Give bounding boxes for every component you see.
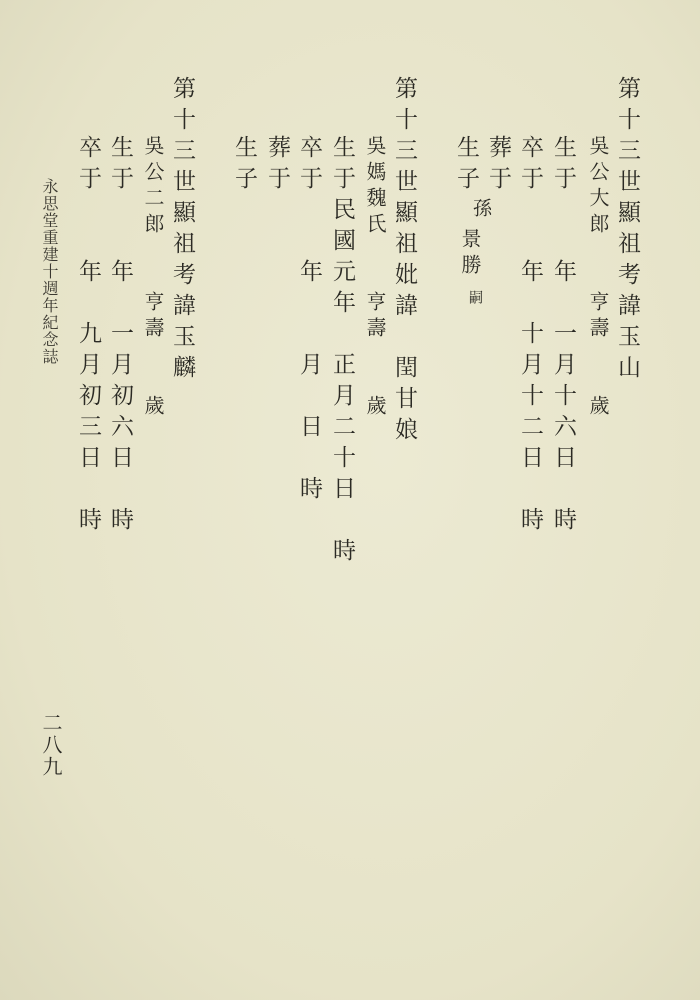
section-1-heir: 景勝 — [458, 228, 482, 280]
section-2-birth: 生于民國元年 正月二十日 時 — [329, 135, 355, 569]
section-2-death: 卒于 年 月 日 時 — [296, 135, 322, 507]
section-2-heading: 第十三世顯祖妣諱 閏甘娘 — [391, 76, 417, 448]
section-1-heir-mark: 孫 — [470, 198, 492, 221]
section-3-heading: 第十三世顯祖考諱玉麟 — [169, 76, 195, 386]
section-1-death: 卒于 年 十月十二日 時 — [517, 135, 543, 538]
section-3-birth: 生于 年 一月初六日 時 — [107, 135, 133, 538]
section-1-name: 吳公大郎 亨壽 歲 — [586, 135, 610, 421]
section-1-descendants: 生子 — [453, 135, 479, 197]
section-1-heir-note: 嗣 — [467, 290, 483, 310]
section-3-name: 吳公二郎 亨壽 歲 — [141, 135, 165, 421]
section-1-burial: 葬于 — [485, 135, 511, 197]
book-title: 永思堂重建十週年紀念誌 — [40, 178, 59, 365]
section-1-heading: 第十三世顯祖考諱玉山 — [614, 76, 640, 386]
section-2-burial: 葬于 — [264, 135, 290, 197]
page-number: 二八九 — [39, 712, 63, 778]
section-1-birth: 生于 年 一月十六日 時 — [550, 135, 576, 538]
section-3-death: 卒于 年 九月初三日 時 — [75, 135, 101, 538]
section-2-descendants: 生子 — [231, 135, 257, 197]
section-2-name: 吳媽魏氏 亨壽 歲 — [363, 135, 387, 421]
